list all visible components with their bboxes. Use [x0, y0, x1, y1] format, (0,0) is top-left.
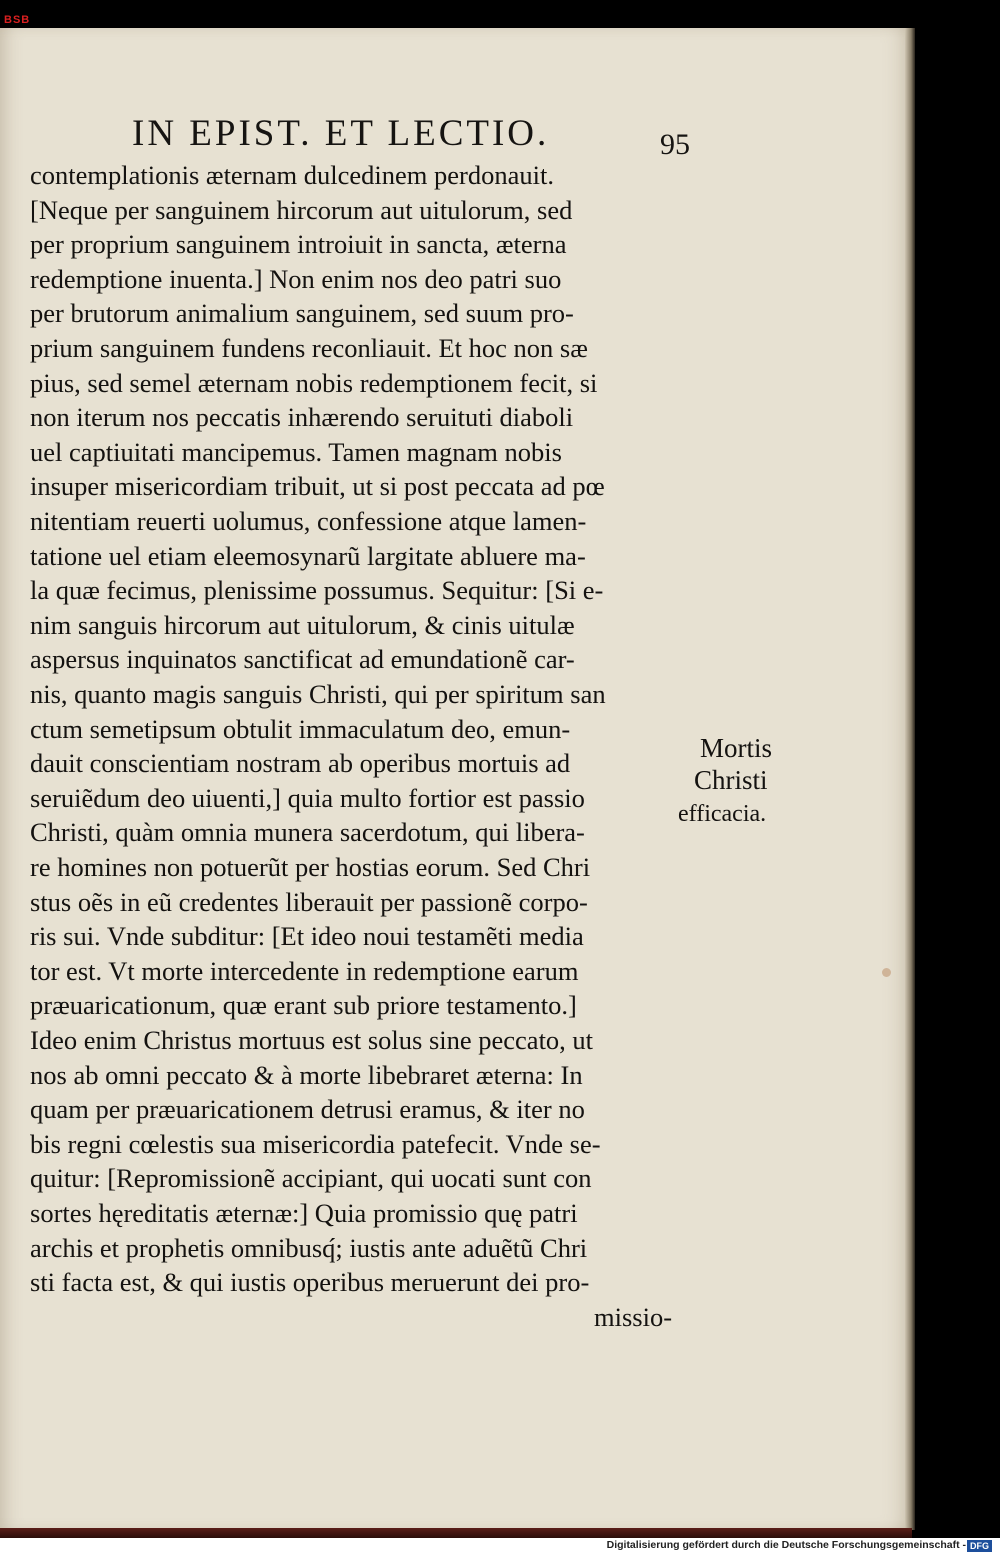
text-line: tor est. Vt morte intercedente in redemptione earum [30, 955, 579, 986]
text-line: nim sanguis hircorum aut uitulorum, & cinis uitulæ [30, 609, 575, 640]
text-line: insuper misericordiam tribuit, ut si post peccata ad pœ [30, 471, 605, 502]
text-line: ctum semetipsum obtulit immaculatum deo, emun- [30, 713, 571, 744]
text-line: la quæ fecimus, plenissime possumus. Sequitur: [Si e- [30, 575, 604, 606]
marginal-note-line: Mortis [700, 733, 773, 763]
footer-credit: Digitalisierung gefördert durch die Deutsche Forschungsgemeinschaft - [606, 1539, 966, 1551]
library-mark: BSB [4, 14, 31, 26]
text-line: per brutorum animalium sanguinem, sed suum pro- [30, 298, 574, 329]
text-line: pius, sed semel æternam nobis redemptionem fecit, si [30, 367, 598, 398]
text-line: nis, quanto magis sanguis Christi, qui per spiritum san [30, 679, 606, 709]
text-line: dauit conscientiam nostram ab operibus mortuis ad [30, 748, 571, 779]
running-head: IN EPIST. ET LECTIO. [132, 113, 550, 154]
text-line: re homines non potuerũt per hostias eorum. Sed Chri [30, 852, 591, 882]
text-line: missio- [594, 1301, 673, 1332]
marginal-note [678, 732, 773, 830]
dfg-logo: DFG [967, 1540, 992, 1552]
page-edge [905, 28, 915, 1530]
page-number: 95 [660, 128, 690, 161]
text-line: Christi, quàm omnia munera sacerdotum, qui libera- [30, 817, 585, 848]
text-line: aspersus inquinatos sanctificat ad emundationẽ car- [30, 644, 575, 675]
marginal-note-line: Christi [694, 765, 768, 795]
text-line: per proprium sanguinem introiuit in sancta, æterna [30, 229, 567, 260]
text-line: sti facta est, & qui iustis operibus meruerunt dei pro- [30, 1267, 590, 1298]
text-line: nos ab omni peccato & à morte libebraret æterna: In [30, 1059, 583, 1090]
text-line: bis regni cœlestis sua misericordia patefecit. Vnde se- [30, 1128, 601, 1159]
text-line: nitentiam reuerti uolumus, confessione atque lamen- [30, 506, 587, 536]
text-line: [Neque per sanguinem hircorum aut uitulorum, sed [30, 194, 573, 225]
text-line: ris sui. Vnde subditur: [Et ideo noui testamẽti media [30, 921, 584, 952]
text-line: stus oẽs in eũ credentes liberauit per passionẽ corpo- [30, 886, 588, 917]
text-line: seruiẽdum deo uiuenti,] quia multo fortior est passio [30, 782, 585, 813]
text-line: tatione uel etiam eleemosynarũ largitate abluere ma- [30, 540, 586, 571]
book-binding-bottom [0, 1528, 912, 1538]
text-line: præuaricationum, quæ erant sub priore testamento.] [30, 990, 577, 1021]
text-line: contemplationis æternam dulcedinem perdonauit. [30, 160, 554, 190]
text-line: quam per præuaricationem detrusi eramus, & iter no [30, 1094, 585, 1125]
text-line: Ideo enim Christus mortuus est solus sine peccato, ut [30, 1025, 594, 1055]
text-line: prium sanguinem fundens reconliauit. Et hoc non sæ [30, 333, 588, 363]
paper-stain [882, 968, 891, 977]
marginal-note-line: efficacia. [678, 801, 767, 827]
text-line: quitur: [Repromissionẽ accipiant, qui uocati sunt con [30, 1163, 592, 1194]
text-line: redemptione inuenta.] Non enim nos deo patri suo [30, 263, 562, 294]
text-line: non iterum nos peccatis inhærendo seruituti diaboli [30, 402, 574, 433]
text-line: uel captiuitati mancipemus. Tamen magnam nobis [30, 436, 562, 467]
text-line: sortes hęreditatis æternæ:] Quia promissio quę patri [30, 1198, 578, 1228]
text-line: archis et prophetis omnibusq́; iustis ante aduẽtũ Chri [30, 1232, 588, 1263]
